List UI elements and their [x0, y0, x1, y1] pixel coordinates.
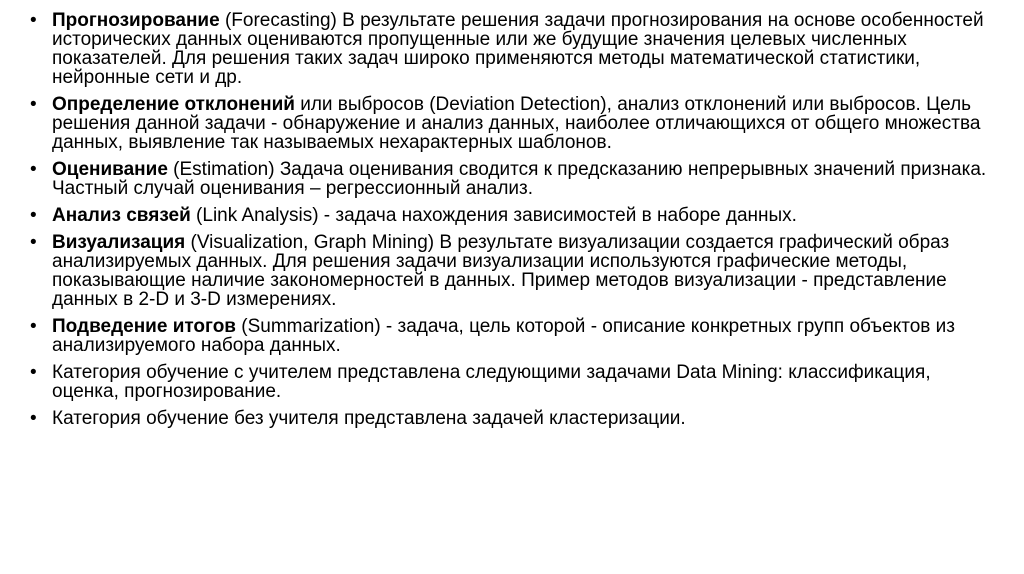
item-text: Категория обучение с учителем представлена следующими задачами Data Mining: классификация, оценка, прогнозирование.: [52, 362, 931, 402]
item-text: (Link Analysis) - задача нахождения зависимостей в наборе данных.: [190, 205, 797, 226]
item-term: Визуализация: [52, 232, 186, 253]
bullet-icon: •: [30, 232, 37, 253]
bullet-icon: •: [30, 205, 37, 226]
item-term: Подведение итогов: [52, 316, 236, 337]
item-term: Прогнозирование: [52, 10, 220, 31]
bullet-list: [30, 11, 990, 436]
item-text: Категория обучение без учителя представлена задачей кластеризации.: [52, 408, 686, 429]
item-term: Определение отклонений: [52, 94, 295, 115]
bullet-icon: •: [30, 316, 37, 337]
item-text: или выбросов (Deviation Detection), анализ отклонений или выбросов. Цель решения данной задачи - обнаружение и анализ данных, наиболее отличающихся от общего множества данных, выявление так называемых нехарактерных шаблонов.: [52, 94, 981, 153]
bullet-icon: •: [30, 159, 37, 180]
list-item-link-analysis: [30, 206, 990, 225]
item-text: (Forecasting) В результате решения задачи прогнозирования на основе особенностей исторических данных оцениваются пропущенные или же будущие значения целевых численных показателей. Для решения таких задач широко применяются методы математической статистики, нейронные сети и др.: [52, 10, 984, 88]
item-term: Анализ связей: [52, 205, 191, 226]
item-term: Оценивание: [52, 159, 168, 180]
item-text: (Estimation) Задача оценивания сводится к предсказанию непрерывных значений признака. Частный случай оценивания – регрессионный анализ.: [52, 159, 987, 199]
list-item-deviation-detection: [30, 95, 990, 152]
bullet-icon: •: [30, 94, 37, 115]
list-item-forecasting: [30, 11, 990, 87]
list-item-estimation: [30, 160, 990, 198]
item-text: (Summarization) - задача, цель которой - описание конкретных групп объектов из анализируемого набора данных.: [52, 316, 955, 356]
item-text: (Visualization, Graph Mining) В результате визуализации создается графический образ анализируемых данных. Для решения задачи визуализации используются графические методы, показывающие наличие закономерностей в данных. Пример методов визуализации - представление данных в 2-D и 3-D измерениях.: [52, 232, 950, 310]
list-item-unsupervised-learning: [30, 409, 990, 428]
list-item-supervised-learning: [30, 363, 990, 401]
bullet-icon: •: [30, 408, 37, 429]
list-item-summarization: [30, 317, 990, 355]
bullet-icon: •: [30, 362, 37, 383]
bullet-icon: •: [30, 10, 37, 31]
list-item-visualization: [30, 233, 990, 309]
